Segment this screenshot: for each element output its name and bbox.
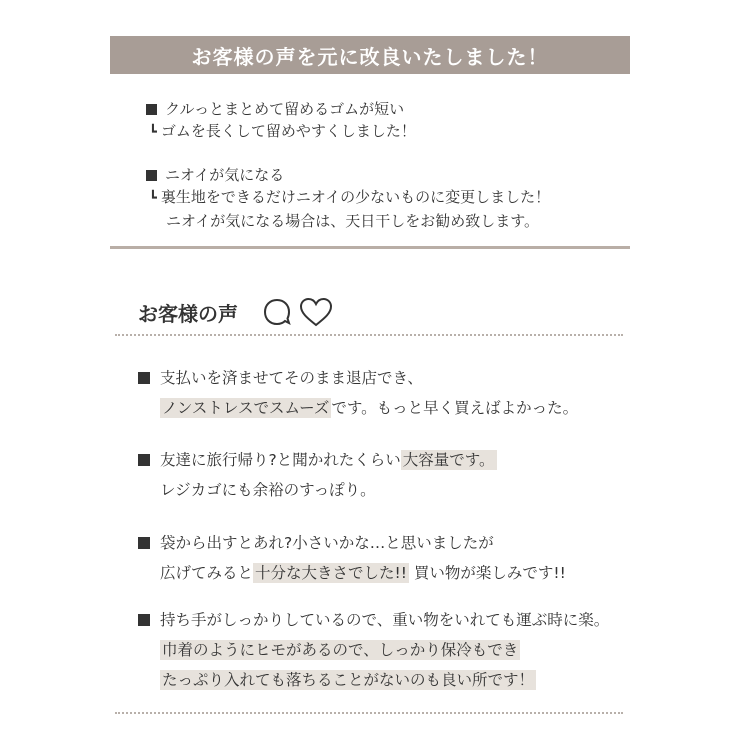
dotted-divider bbox=[115, 334, 623, 336]
review-item bbox=[138, 445, 497, 505]
review-highlight: 大容量です。 bbox=[402, 451, 495, 469]
square-bullet-icon bbox=[146, 170, 157, 181]
banner-title: お客様の声を元に改良いたしました！ bbox=[191, 44, 549, 69]
improvement-item-2 bbox=[146, 164, 550, 232]
square-bullet-icon bbox=[146, 104, 157, 115]
review-text: 買い物が楽しみです!! bbox=[408, 564, 566, 582]
improvement-fix: ゴムを長くして留めやすくしました！ bbox=[160, 122, 416, 140]
review-text: 友達に旅行帰り?と聞かれたくらい bbox=[160, 451, 401, 469]
review-text: 持ち手がしっかりしているので、重い物をいれても運ぶ時に楽。 bbox=[160, 611, 610, 629]
review-highlight: たっぷり入れても落ちることがないのも良い所です！ bbox=[162, 671, 535, 689]
voices-title: お客様の声 bbox=[138, 301, 238, 326]
corner-arrow-icon: ┗ bbox=[149, 125, 157, 140]
review-item bbox=[138, 528, 566, 588]
review-highlight: 巾着のようにヒモがあるので、しっかり保冷もでき bbox=[162, 641, 519, 659]
improvement-fix: ニオイが気になる場合は、天日干しをお勧め致します。 bbox=[166, 212, 540, 230]
improvement-problem: ニオイが気になる bbox=[165, 166, 285, 184]
review-highlight: ノンストレスでスムーズ bbox=[162, 399, 330, 417]
dotted-divider bbox=[115, 712, 623, 714]
square-bullet-icon bbox=[138, 372, 150, 384]
review-text: 広げてみると bbox=[160, 564, 254, 582]
review-text: です。もっと早く買えばよかった。 bbox=[331, 399, 579, 417]
improvement-item-1 bbox=[146, 98, 416, 144]
square-bullet-icon bbox=[138, 614, 150, 626]
review-text: レジカゴにも余裕のすっぽり。 bbox=[160, 481, 376, 499]
review-item bbox=[138, 605, 609, 695]
voices-heading bbox=[138, 296, 334, 328]
review-item bbox=[138, 363, 578, 423]
improvement-problem: クルっとまとめて留めるゴムが短い bbox=[165, 100, 405, 118]
improvement-fix: 裏生地をできるだけニオイの少ないものに変更しました！ bbox=[160, 188, 551, 206]
review-highlight: 十分な大きさでした!! bbox=[255, 564, 407, 582]
square-bullet-icon bbox=[138, 537, 150, 549]
review-text: 袋から出すとあれ?小さいかな…と思いましたが bbox=[160, 534, 494, 552]
review-text: 支払いを済ませてそのまま退店でき、 bbox=[160, 369, 423, 387]
section-divider bbox=[110, 246, 630, 249]
heart-icon bbox=[298, 296, 334, 328]
speech-bubble-icon bbox=[262, 297, 292, 327]
improvement-banner bbox=[110, 36, 630, 74]
square-bullet-icon bbox=[138, 454, 150, 466]
corner-arrow-icon: ┗ bbox=[149, 191, 157, 206]
